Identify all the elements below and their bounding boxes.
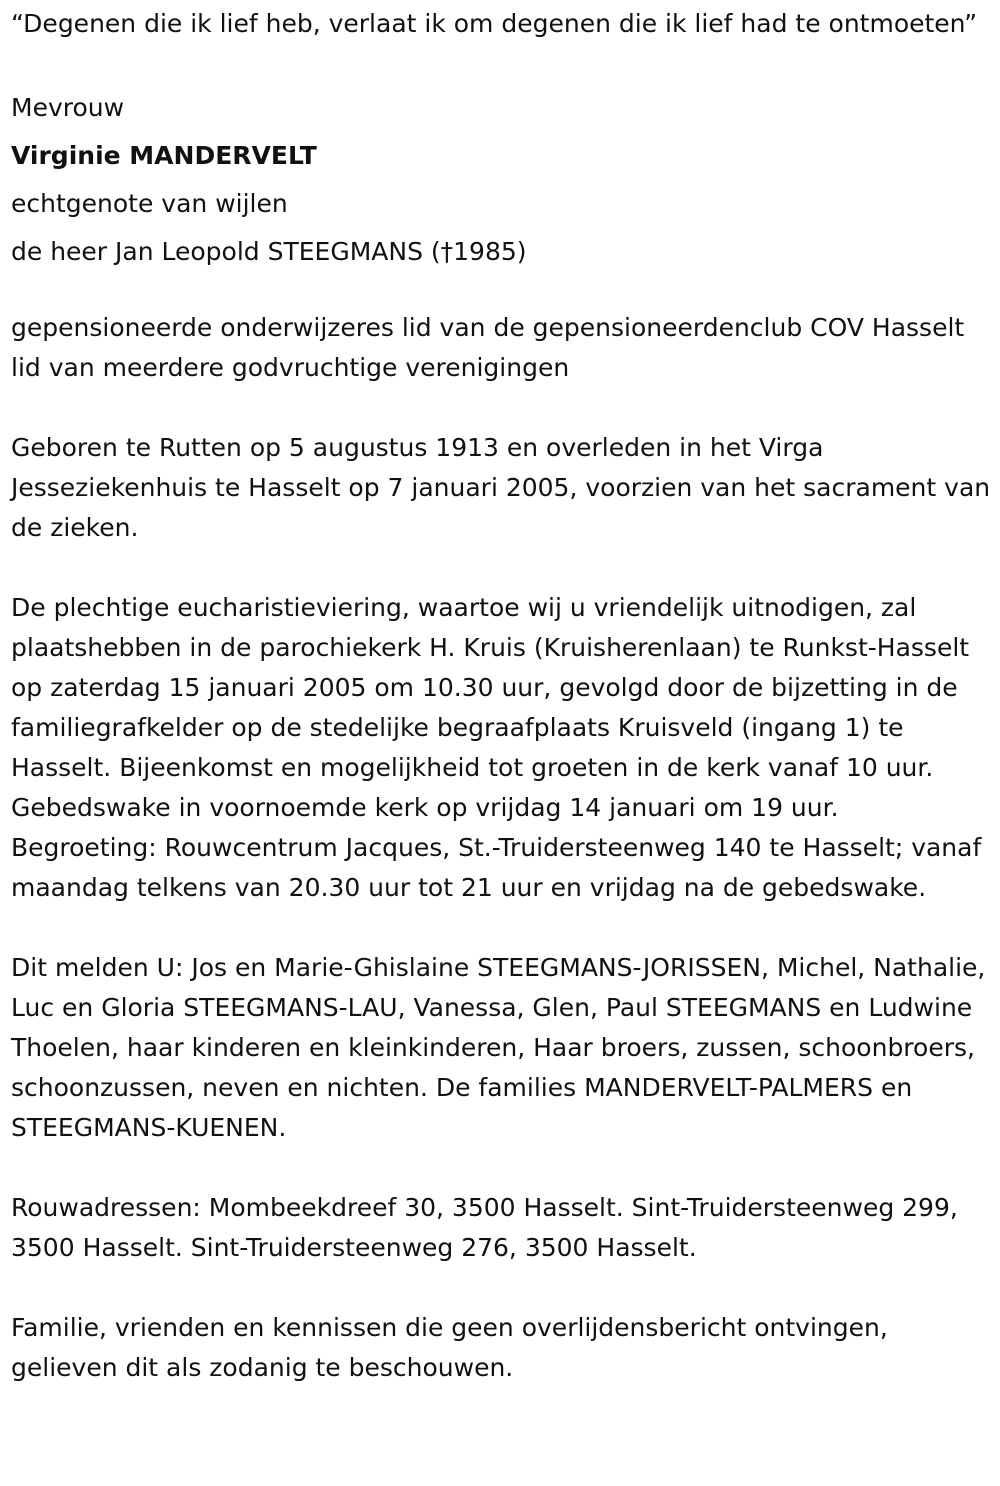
title-salutation: Mevrouw	[11, 93, 125, 122]
spouse-line: de heer Jan Leopold STEEGMANS (†1985)	[11, 237, 527, 266]
spacer	[11, 276, 991, 308]
birth-death-paragraph: Geboren te Rutten op 5 augustus 1913 en overleden in het Virga Jesseziekenhuis te Hasselt op 7 januari 2005, voorzien van het sacrament van de zieken.	[11, 433, 991, 542]
spacer	[11, 44, 991, 84]
occupation-paragraph: gepensioneerde onderwijzeres lid van de gepensioneerdenclub COV Hasselt lid van meerdere godvruchtige verenigingen	[11, 313, 965, 382]
addresses-paragraph: Rouwadressen: Mombeekdreef 30, 3500 Hasselt. Sint-Truidersteenweg 299, 3500 Hasselt. Sint-Truidersteenweg 276, 3500 Hasselt.	[11, 1193, 958, 1262]
quote: “Degenen die ik lief heb, verlaat ik om degenen die ik lief had te ontmoeten”	[11, 9, 978, 38]
spacer	[11, 1148, 991, 1188]
spacer	[11, 908, 991, 948]
ceremony-paragraph: De plechtige eucharistieviering, waartoe wij u vriendelijk uitnodigen, zal plaatshebben in de parochiekerk H. Kruis (Kruisherenlaan) te Runkst-Hasselt op zaterdag 15 januari 2005 om 10.30 uur, gevolgd door de bijzetting in de familiegrafkelder op de stedelijke begraafplaats Kruisveld (ingang 1) te Hasselt. Bijeenkomst en mogelijkheid tot groeten in de kerk vanaf 10 uur. Gebedswake in voornoemde kerk op vrijdag 14 januari om 19 uur. Begroeting: Rouwcentrum Jacques, St.-Truidersteenweg 140 te Hasselt; vanaf maandag telkens van 20.30 uur tot 21 uur en vrijdag na de gebedswake.	[11, 593, 982, 902]
spacer	[11, 548, 991, 588]
spacer	[11, 1268, 991, 1308]
deceased-name: Virginie MANDERVELT	[11, 141, 317, 170]
spacer	[11, 388, 991, 428]
closing-paragraph: Familie, vrienden en kennissen die geen overlijdensbericht ontvingen, gelieven dit als zodanig te beschouwen.	[11, 1313, 888, 1382]
obituary-document	[11, 4, 991, 1388]
relation-line: echtgenote van wijlen	[11, 189, 288, 218]
announcers-paragraph: Dit melden U: Jos en Marie-Ghislaine STEEGMANS-JORISSEN, Michel, Nathalie, Luc en Gloria STEEGMANS-LAU, Vanessa, Glen, Paul STEEGMANS en Ludwine Thoelen, haar kinderen en kleinkinderen, Haar broers, zussen, schoonbroers, schoonzussen, neven en nichten. De families MANDERVELT-PALMERS en STEEGMANS-KUENEN.	[11, 953, 986, 1142]
